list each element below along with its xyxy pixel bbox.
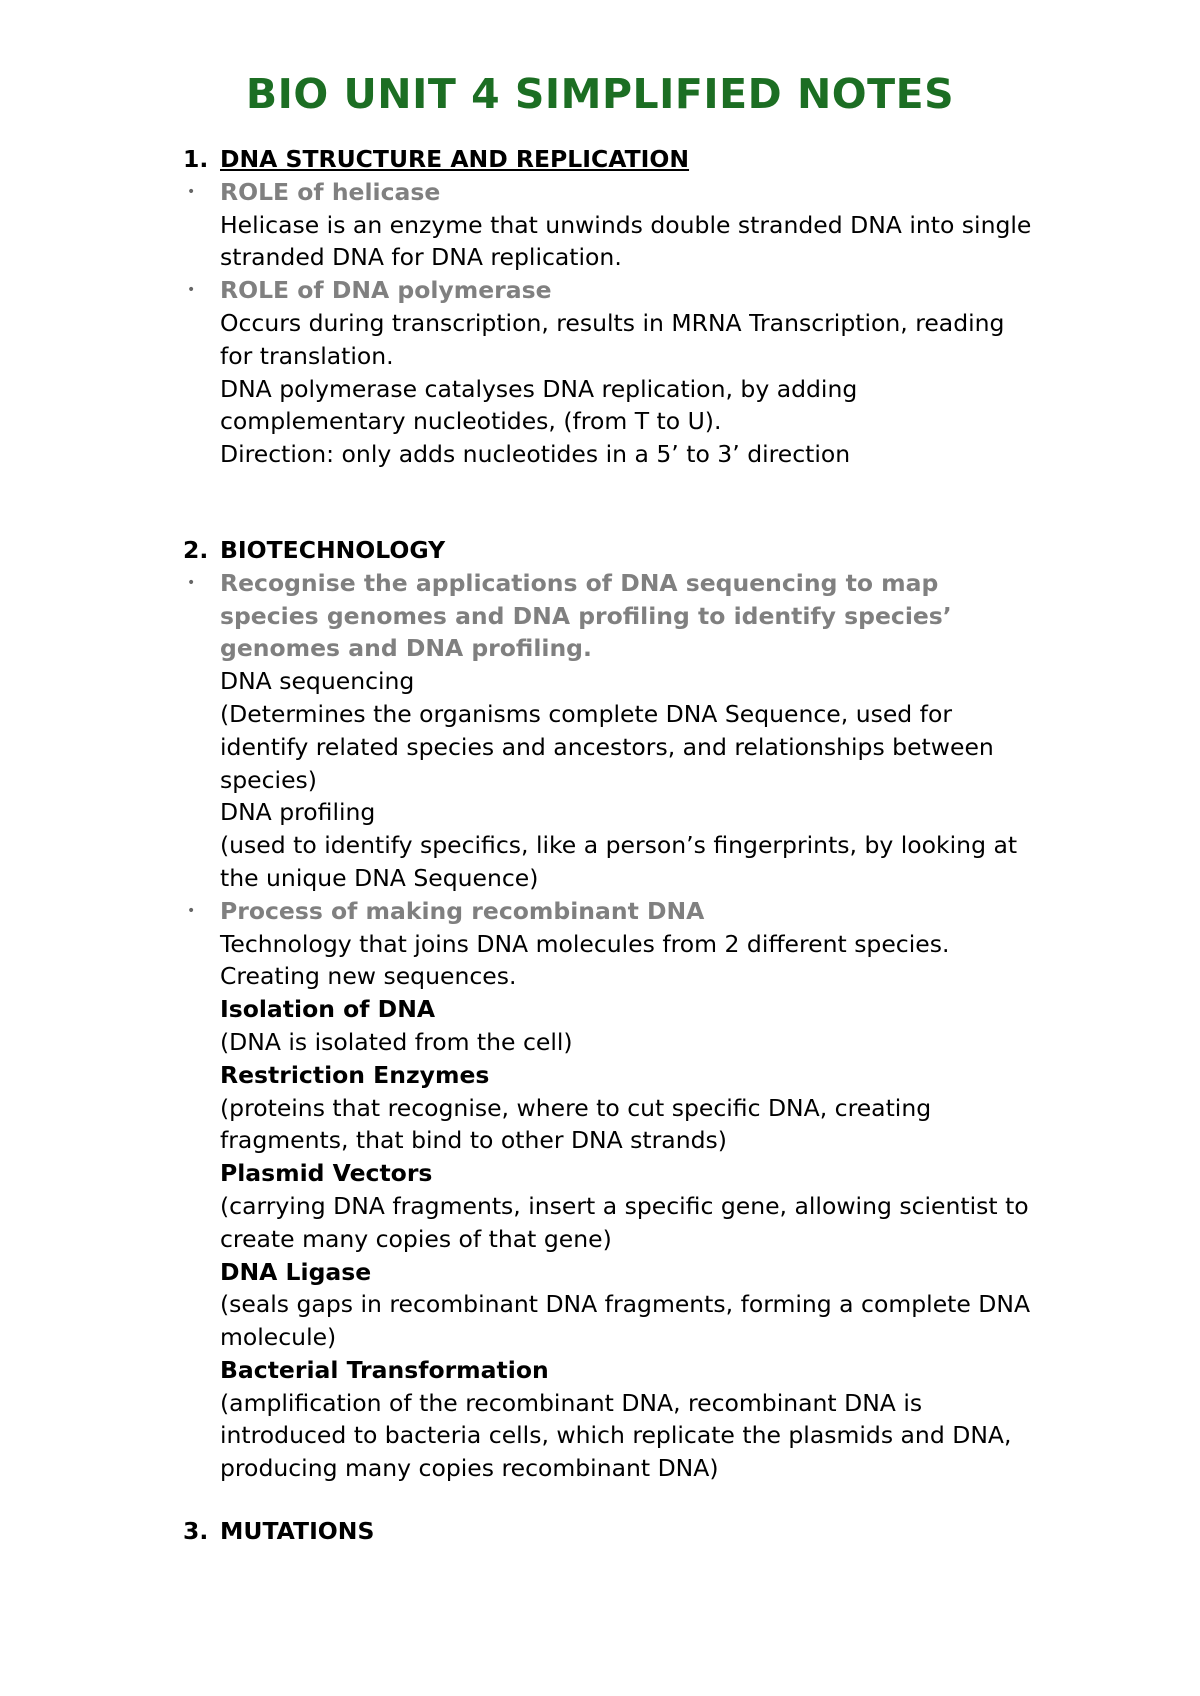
body-line: fragments, that bind to other DNA strands) [220, 1126, 727, 1155]
bullet-title: Recognise the applications of DNA sequencing to map [220, 568, 939, 597]
section-number: 2. [183, 535, 209, 564]
page-title: BIO UNIT 4 SIMPLIFIED NOTES [245, 70, 955, 118]
bullet-icon: • [187, 902, 196, 919]
bullet-title: ROLE of helicase [220, 177, 441, 206]
step-title: DNA Ligase [220, 1257, 372, 1286]
bullet-title: Process of making recombinant DNA [220, 896, 705, 925]
section-heading [183, 143, 1083, 176]
body-line: DNA profiling [220, 798, 376, 827]
body-line: (carrying DNA fragments, insert a specific gene, allowing scientist to [220, 1191, 1029, 1220]
step-title: Isolation of DNA [220, 995, 436, 1024]
body-line: (used to identify specifics, like a person’s fingerprints, by looking at [220, 831, 1018, 860]
bullet-heading [183, 274, 1083, 307]
body-line: Technology that joins DNA molecules from 2 different species. [220, 929, 950, 958]
section-title: BIOTECHNOLOGY [220, 535, 446, 564]
body-line: identify related species and ancestors, and relationships between [220, 732, 994, 761]
body-line: introduced to bacteria cells, which replicate the plasmids and DNA, [220, 1421, 1012, 1450]
body-line: DNA polymerase catalyses DNA replication, by adding [220, 374, 858, 403]
bullet-icon: • [187, 282, 196, 299]
body-line: complementary nucleotides, (from T to U). [220, 407, 722, 436]
body-line: stranded DNA for DNA replication. [220, 243, 622, 272]
body-line: molecule) [220, 1323, 337, 1352]
step-title: Bacterial Transformation [220, 1355, 549, 1384]
section-title: MUTATIONS [220, 1517, 375, 1546]
body-line: Direction: only adds nucleotides in a 5’ to 3’ direction [220, 440, 851, 469]
bullet-title: ROLE of DNA polymerase [220, 276, 552, 305]
step-title: Restriction Enzymes [220, 1060, 490, 1089]
body-line: the unique DNA Sequence) [220, 863, 539, 892]
step-title: Plasmid Vectors [220, 1159, 433, 1188]
body-line: species) [220, 765, 317, 794]
section-heading [183, 534, 1083, 567]
section-title: DNA STRUCTURE AND REPLICATION [220, 145, 690, 173]
body-line: (amplification of the recombinant DNA, recombinant DNA is [220, 1388, 923, 1417]
body-line: Helicase is an enzyme that unwinds double stranded DNA into single [220, 210, 1032, 239]
bullet-heading [183, 176, 1083, 209]
body-line: DNA sequencing [220, 667, 415, 696]
body-line: Occurs during transcription, results in MRNA Transcription, reading [220, 308, 1005, 337]
section-heading [183, 1515, 1083, 1548]
bullet-title: genomes and DNA profiling. [220, 634, 592, 663]
notes-body [183, 143, 1083, 1548]
bullet-icon: • [187, 183, 196, 200]
body-line: producing many copies recombinant DNA) [220, 1454, 719, 1483]
body-line: (Determines the organisms complete DNA Sequence, used for [220, 699, 952, 728]
section-number: 3. [183, 1517, 209, 1546]
body-line: (DNA is isolated from the cell) [220, 1027, 573, 1056]
body-line: (seals gaps in recombinant DNA fragments, forming a complete DNA [220, 1290, 1031, 1319]
bullet-heading [183, 895, 1083, 928]
section-number: 1. [183, 145, 209, 173]
body-line: Creating new sequences. [220, 962, 517, 991]
bullet-title: species genomes and DNA profiling to identify species’ [220, 601, 952, 630]
bullet-heading [183, 567, 1083, 600]
body-line: (proteins that recognise, where to cut specific DNA, creating [220, 1093, 932, 1122]
body-line: create many copies of that gene) [220, 1224, 612, 1253]
bullet-icon: • [187, 574, 196, 591]
body-line: for translation. [220, 341, 394, 370]
